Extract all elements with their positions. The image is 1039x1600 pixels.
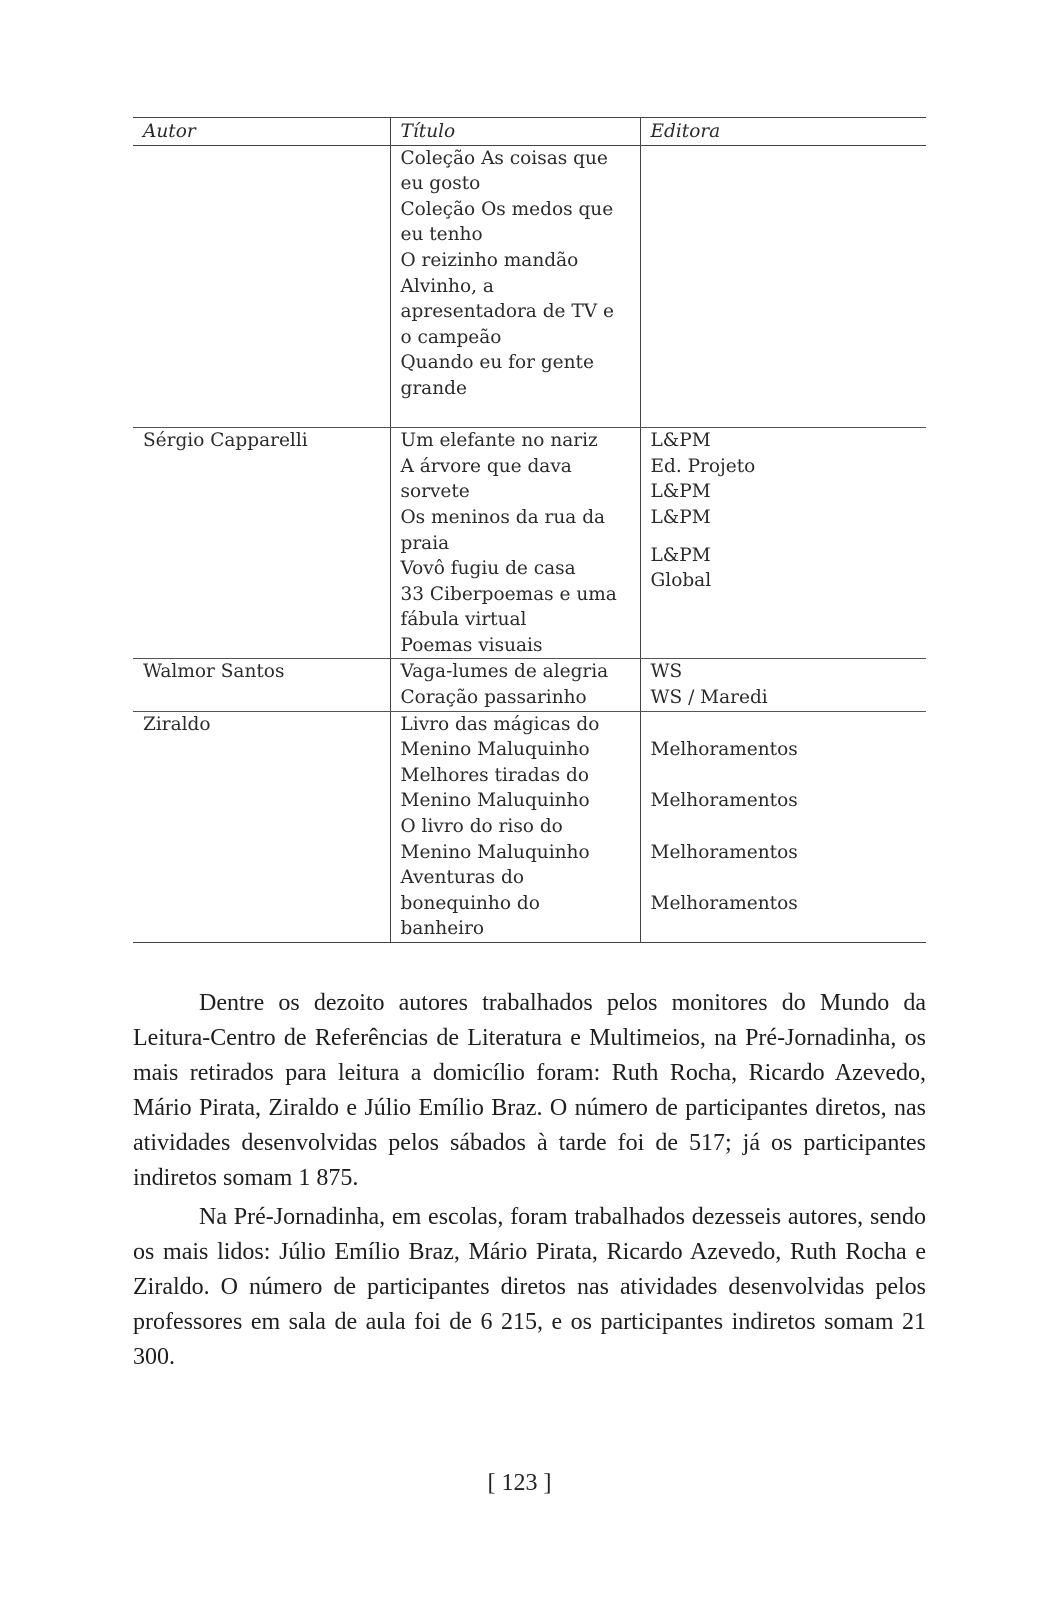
paragraph: Dentre os dezoito autores trabalhados pelos monitores do Mundo da Leitura-Centro de Referências de Literatura e Multimeios, na Pré-Jornadinha, os mais retirados para leitura a domicílio foram: Ruth Rocha, Ricardo Azevedo, Mário Pirata, Ziraldo e Júlio Emílio Braz. O número de participantes diretos, nas atividades desenvolvidas pelos sábados à tarde foi de 517; já os participantes indiretos somam 1 875.	[133, 990, 926, 1191]
publisher-cell	[640, 711, 926, 942]
title-line: Aventuras do	[400, 867, 525, 889]
body-text	[133, 986, 926, 1379]
title-line: Poemas visuais	[400, 634, 543, 656]
title-cell	[390, 145, 640, 428]
publisher-line: Melhoramentos	[650, 790, 798, 812]
title-line: sorvete	[400, 481, 470, 503]
publisher-line: L&PM	[650, 544, 711, 566]
publisher-line: Melhoramentos	[650, 841, 798, 863]
title-line: grande	[400, 377, 467, 399]
author-cell: Ziraldo	[133, 711, 390, 942]
title-line: Alvinho, a	[400, 275, 494, 297]
title-line: 33 Ciberpoemas e uma	[400, 583, 617, 605]
title-line: eu gosto	[400, 173, 481, 195]
title-line: Menino Maluquinho	[400, 790, 590, 812]
author-cell: Sérgio Capparelli	[133, 428, 390, 659]
publisher-cell	[640, 659, 926, 711]
column-header-title: Título	[390, 118, 640, 146]
title-line: banheiro	[400, 918, 485, 940]
title-line: Coleção As coisas que	[400, 147, 608, 169]
title-line: Menino Maluquinho	[400, 841, 590, 863]
title-line: Os meninos da rua da	[400, 506, 606, 528]
publisher-cell	[640, 145, 926, 428]
title-line: O livro do riso do	[400, 816, 563, 838]
title-line: fábula virtual	[400, 609, 527, 631]
publisher-line: WS / Maredi	[650, 687, 768, 709]
title-line: Quando eu for gente	[400, 352, 594, 374]
publisher-line: Global	[650, 570, 712, 592]
title-line: Vaga-lumes de alegria	[400, 661, 609, 683]
table-row	[133, 659, 926, 711]
title-line: bonequinho do	[400, 892, 540, 914]
title-line: praia	[400, 532, 450, 554]
title-line: A árvore que dava	[400, 455, 572, 477]
publisher-line: L&PM	[650, 430, 711, 452]
publisher-line: Ed. Projeto	[650, 455, 756, 477]
title-line: o campeão	[400, 326, 502, 348]
table-header-row	[133, 118, 926, 146]
publisher-line: L&PM	[650, 506, 711, 528]
author-cell: Walmor Santos	[133, 659, 390, 711]
title-cell	[390, 428, 640, 659]
title-line: O reizinho mandão	[400, 249, 579, 271]
table-row	[133, 428, 926, 659]
column-header-author: Autor	[133, 118, 390, 146]
books-table	[133, 117, 926, 943]
page-number: [ 123 ]	[487, 1470, 552, 1496]
title-line: Coração passarinho	[400, 687, 587, 709]
title-line: Melhores tiradas do	[400, 764, 589, 786]
publisher-cell	[640, 428, 926, 659]
title-line: Vovô fugiu de casa	[400, 558, 576, 580]
title-line: eu tenho	[400, 224, 483, 246]
title-line: Coleção Os medos que	[400, 198, 614, 220]
publisher-line: Melhoramentos	[650, 739, 798, 761]
publisher-line: L&PM	[650, 481, 711, 503]
title-line: apresentadora de TV e	[400, 301, 614, 323]
title-line: Um elefante no nariz	[400, 430, 598, 452]
title-cell	[390, 659, 640, 711]
column-header-publisher: Editora	[640, 118, 926, 146]
paragraph: Na Pré-Jornadinha, em escolas, foram trabalhados dezesseis autores, sendo os mais lidos: Júlio Emílio Braz, Mário Pirata, Ricardo Azevedo, Ruth Rocha e Ziraldo. O número de participantes diretos nas atividades desenvolvidas pelos professores em sala de aula foi de 6 215, e os participantes indiretos somam 21 300.	[133, 1204, 926, 1370]
title-line: Livro das mágicas do	[400, 713, 600, 735]
title-cell	[390, 711, 640, 942]
table-row	[133, 711, 926, 942]
author-cell	[133, 145, 390, 428]
publisher-line: Melhoramentos	[650, 892, 798, 914]
publisher-line: WS	[650, 661, 683, 683]
table-row	[133, 145, 926, 428]
title-line: Menino Maluquinho	[400, 739, 590, 761]
